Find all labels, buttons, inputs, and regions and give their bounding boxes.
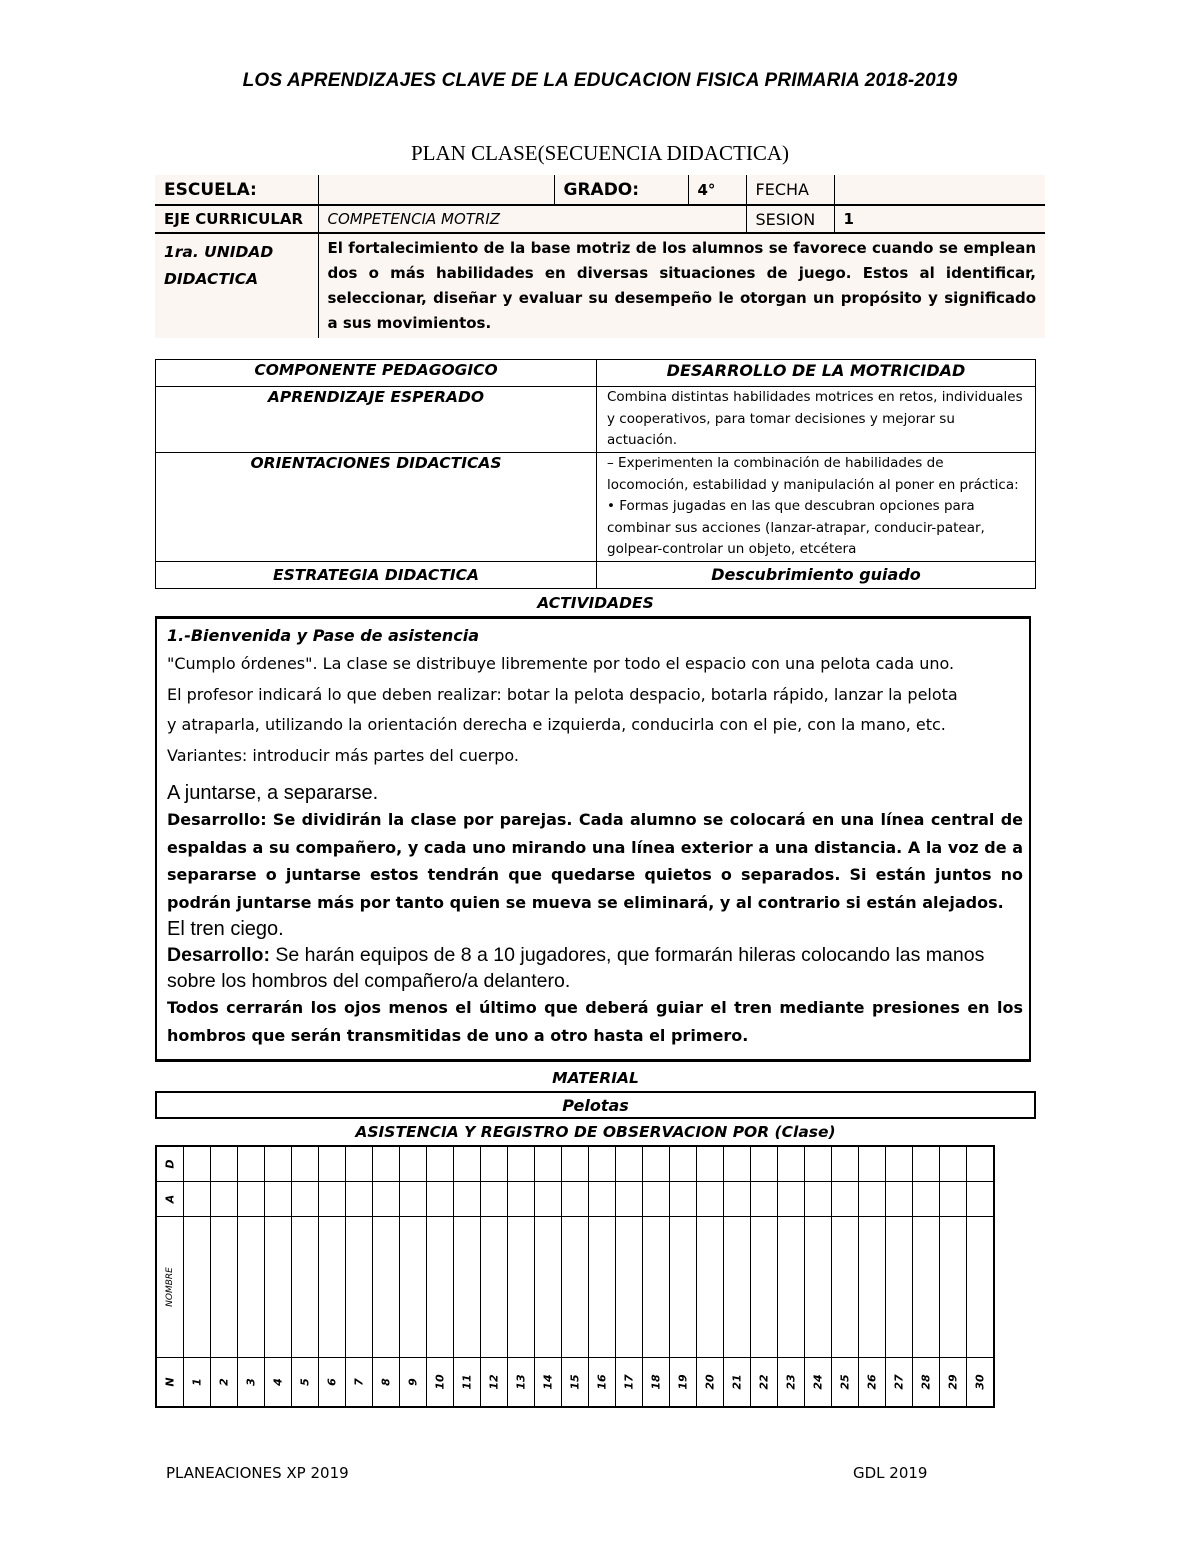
grid-number: 9 [406, 1378, 420, 1386]
grid-number: 17 [622, 1374, 636, 1390]
aprendizaje-value: Combina distintas habilidades motrices en retos, individuales y cooperativos, para tomar decisiones y mejorar su actuación. [597, 387, 1036, 453]
grid-number: 2 [217, 1378, 231, 1386]
grid-number: 28 [919, 1374, 933, 1390]
grid-row-label: NOMBRE [165, 1267, 175, 1307]
document-header: LOS APRENDIZAJES CLAVE DE LA EDUCACION FISICA PRIMARIA 2018-2019 [242, 70, 958, 91]
grid-cell [913, 1182, 940, 1217]
estrategia-value: Descubrimiento guiado [597, 561, 1036, 588]
grid-cell [427, 1146, 454, 1182]
grid-number: 18 [649, 1374, 663, 1390]
grid-cell [967, 1217, 995, 1358]
grid-cell [697, 1146, 724, 1182]
componente-label: COMPONENTE PEDAGOGICO [156, 360, 597, 387]
grid-cell [292, 1217, 319, 1358]
grid-cell [481, 1182, 508, 1217]
grid-cell [778, 1146, 805, 1182]
grid-cell [886, 1146, 913, 1182]
juntarse-title: A juntarse, a separarse. [167, 782, 379, 804]
grid-number-cell [697, 1358, 724, 1408]
activity-line: "Cumplo órdenes". La clase se distribuye libremente por todo el espacio con una pelota cada uno. [167, 654, 955, 673]
estrategia-label: ESTRATEGIA DIDACTICA [156, 561, 597, 588]
eje-value: COMPETENCIA MOTRIZ [318, 205, 746, 233]
activity-line: Variantes: introducir más partes del cuerpo. [167, 745, 520, 765]
grid-cell [805, 1182, 832, 1217]
grid-number: 3 [244, 1378, 258, 1386]
grid-row-label: A [163, 1194, 177, 1204]
grid-cell [616, 1146, 643, 1182]
grid-cell [400, 1146, 427, 1182]
sesion-label: SESION [746, 205, 834, 233]
grid-cell [778, 1182, 805, 1217]
grid-number: 30 [973, 1374, 987, 1390]
grid-number: 23 [784, 1374, 798, 1390]
grid-cell [400, 1217, 427, 1358]
grid-cell [238, 1182, 265, 1217]
grid-cell [724, 1146, 751, 1182]
footer-left: PLANEACIONES XP 2019 [166, 1464, 349, 1482]
grid-cell [184, 1146, 211, 1182]
grid-cell [481, 1146, 508, 1182]
grid-cell [508, 1217, 535, 1358]
grid-cell [319, 1146, 346, 1182]
grid-cell [751, 1217, 778, 1358]
grid-cell [562, 1217, 589, 1358]
grid-cell [832, 1217, 859, 1358]
unidad-label [155, 233, 318, 338]
grid-number: 21 [730, 1374, 744, 1390]
grid-cell [913, 1217, 940, 1358]
unidad-label-line-2: DIDACTICA [164, 270, 259, 288]
grid-number-cell [238, 1358, 265, 1408]
grid-cell [346, 1182, 373, 1217]
activity-line: El profesor indicará lo que deben realizar: botar la pelota despacio, botarla rápido, lanzar la pelota [167, 684, 958, 704]
grid-number: 12 [487, 1374, 501, 1390]
grid-cell [535, 1217, 562, 1358]
grid-cell [211, 1146, 238, 1182]
grid-number-cell [454, 1358, 481, 1408]
grid-cell [427, 1217, 454, 1358]
plan-title: PLAN CLASE(SECUENCIA DIDACTICA) [411, 141, 789, 165]
grid-cell [643, 1182, 670, 1217]
grid-cell [778, 1217, 805, 1358]
grid-number-cell [940, 1358, 967, 1408]
grid-number-cell [886, 1358, 913, 1408]
grid-cell [697, 1182, 724, 1217]
grid-number-cell [589, 1358, 616, 1408]
grid-number: 6 [325, 1378, 339, 1386]
juntarse-description [167, 806, 1023, 916]
grid-cell [886, 1182, 913, 1217]
tren-description [167, 942, 1023, 994]
grid-cell [481, 1217, 508, 1358]
grid-number: 29 [946, 1374, 960, 1390]
grid-row [156, 1358, 994, 1408]
grid-row-label-cell [156, 1146, 184, 1182]
grid-cell [724, 1182, 751, 1217]
activity-heading: 1.-Bienvenida y Pase de asistencia [167, 626, 480, 645]
unidad-label-line-1: 1ra. UNIDAD [164, 243, 274, 261]
grid-number-cell [751, 1358, 778, 1408]
grid-number-cell [778, 1358, 805, 1408]
grid-number-cell [265, 1358, 292, 1408]
grid-cell [616, 1217, 643, 1358]
grid-cell [589, 1146, 616, 1182]
grid-number-cell [535, 1358, 562, 1408]
grid-cell [940, 1146, 967, 1182]
grid-number: 5 [298, 1378, 312, 1386]
grid-number: 7 [352, 1378, 366, 1386]
grid-number-cell [967, 1358, 995, 1408]
grid-number-cell [832, 1358, 859, 1408]
grid-cell [940, 1217, 967, 1358]
grid-cell [670, 1146, 697, 1182]
grid-cell [616, 1182, 643, 1217]
grid-cell [211, 1182, 238, 1217]
grid-cell [238, 1217, 265, 1358]
grid-cell [670, 1217, 697, 1358]
grid-cell [184, 1182, 211, 1217]
grid-number: 20 [703, 1374, 717, 1390]
grid-cell [643, 1146, 670, 1182]
grid-cell [265, 1146, 292, 1182]
grid-number: 11 [460, 1374, 474, 1390]
grado-value: 4° [688, 175, 746, 205]
grid-cell [724, 1217, 751, 1358]
grid-cell [454, 1182, 481, 1217]
grid-number: 25 [838, 1374, 852, 1390]
desarrollo-label: Desarrollo: [167, 810, 267, 829]
grid-cell [508, 1146, 535, 1182]
grid-cell [346, 1146, 373, 1182]
material-value: Pelotas [155, 1091, 1036, 1119]
grid-cell [373, 1146, 400, 1182]
grid-cell [319, 1217, 346, 1358]
grid-number: 26 [865, 1374, 879, 1390]
material-label: MATERIAL [552, 1069, 639, 1087]
grid-cell [751, 1182, 778, 1217]
component-table [155, 359, 1036, 589]
grid-number-cell [913, 1358, 940, 1408]
info-table [155, 175, 1045, 338]
grid-number-cell [184, 1358, 211, 1408]
grid-cell [508, 1182, 535, 1217]
grid-number-cell [859, 1358, 886, 1408]
grid-cell [751, 1146, 778, 1182]
grid-row-label: D [163, 1159, 177, 1169]
grid-number: 10 [433, 1374, 447, 1390]
grid-cell [265, 1217, 292, 1358]
grid-cell [967, 1182, 995, 1217]
grid-cell [859, 1182, 886, 1217]
grid-cell [562, 1182, 589, 1217]
grid-cell [832, 1182, 859, 1217]
grid-cell [535, 1182, 562, 1217]
grid-cell [859, 1146, 886, 1182]
grid-number-cell [211, 1358, 238, 1408]
grado-label: GRADO: [554, 175, 688, 205]
activities-box [155, 616, 1031, 1062]
grid-number: 27 [892, 1374, 906, 1390]
grid-cell [589, 1217, 616, 1358]
grid-cell [373, 1217, 400, 1358]
footer-right: GDL 2019 [853, 1464, 928, 1482]
grid-number-cell [724, 1358, 751, 1408]
grid-number: 4 [271, 1378, 285, 1386]
orientaciones-value: – Experimenten la combinación de habilidades de locomoción, estabilidad y manipulación al poner en práctica: • Formas jugadas en las que descubran opciones para combinar sus acciones (lanzar-atrapar, conducir-patear, golpear-controlar un objeto, etcétera [597, 453, 1036, 562]
grid-cell [346, 1217, 373, 1358]
grid-number: 24 [811, 1374, 825, 1390]
grid-row-label: N [163, 1377, 177, 1387]
grid-cell [211, 1217, 238, 1358]
grid-cell [913, 1146, 940, 1182]
grid-number: 1 [190, 1378, 204, 1386]
grid-number-cell [508, 1358, 535, 1408]
grid-number-cell [427, 1358, 454, 1408]
grid-cell [589, 1182, 616, 1217]
grid-cell [373, 1182, 400, 1217]
grid-row [156, 1182, 994, 1217]
grid-number-cell [400, 1358, 427, 1408]
componente-value: DESARROLLO DE LA MOTRICIDAD [597, 360, 1036, 387]
grid-cell [643, 1217, 670, 1358]
grid-number: 15 [568, 1374, 582, 1390]
grid-number-cell [562, 1358, 589, 1408]
grid-cell [292, 1146, 319, 1182]
grid-row [156, 1217, 994, 1358]
attendance-title: ASISTENCIA Y REGISTRO DE OBSERVACION POR (Clase) [355, 1123, 836, 1141]
grid-row-label-cell [156, 1217, 184, 1358]
aprendizaje-label: APRENDIZAJE ESPERADO [156, 387, 597, 453]
grid-number: 22 [757, 1374, 771, 1390]
grid-number-cell [292, 1358, 319, 1408]
grid-cell [832, 1146, 859, 1182]
grid-number: 16 [595, 1374, 609, 1390]
grid-cell [319, 1182, 346, 1217]
grid-cell [697, 1217, 724, 1358]
grid-cell [562, 1146, 589, 1182]
fecha-value [834, 175, 1045, 205]
sesion-value: 1 [834, 205, 1045, 233]
tren-text: Se harán equipos de 8 a 10 jugadores, que formarán hileras colocando las manos sobre los hombros del compañero/a delantero. [167, 944, 985, 992]
escuela-value [318, 175, 554, 205]
grid-number-cell [805, 1358, 832, 1408]
grid-cell [535, 1146, 562, 1182]
grid-number-cell [373, 1358, 400, 1408]
grid-cell [292, 1182, 319, 1217]
attendance-grid [155, 1145, 995, 1408]
grid-cell [427, 1182, 454, 1217]
eje-label: EJE CURRICULAR [155, 205, 318, 233]
grid-row-label-cell [156, 1358, 184, 1408]
grid-cell [940, 1182, 967, 1217]
tren-desarrollo-label: Desarrollo: [167, 944, 270, 966]
juntarse-text: Se dividirán la clase por parejas. Cada alumno se colocará en una línea central de espaldas a su compañero, y cada uno mirando una línea exterior a una distancia. A la voz de a separarse o juntarse estos tendrán que quedarse quietos o separados. Si están juntos no podrán juntarse más por tanto quien se mueva se eliminará, y al contrario si están alejados. [167, 810, 1023, 912]
tren-title: El tren ciego. [167, 918, 284, 940]
grid-cell [805, 1146, 832, 1182]
grid-number-cell [670, 1358, 697, 1408]
grid-number-cell [643, 1358, 670, 1408]
grid-row-label-cell [156, 1182, 184, 1217]
tren-text-2: Todos cerrarán los ojos menos el último que deberá guiar el tren mediante presiones en los hombros que serán transmitidas de uno a otro hasta el primero. [167, 998, 1023, 1045]
grid-cell [886, 1217, 913, 1358]
grid-number-cell [319, 1358, 346, 1408]
grid-number-cell [616, 1358, 643, 1408]
grid-number: 19 [676, 1374, 690, 1390]
grid-cell [967, 1146, 995, 1182]
grid-cell [805, 1217, 832, 1358]
grid-cell [670, 1182, 697, 1217]
orientaciones-label: ORIENTACIONES DIDACTICAS [156, 453, 597, 562]
grid-cell [184, 1217, 211, 1358]
grid-row [156, 1146, 994, 1182]
escuela-label: ESCUELA: [155, 175, 318, 205]
unidad-text: El fortalecimiento de la base motriz de los alumnos se favorece cuando se emplean dos o más habilidades en diversas situaciones de juego. Estos al identificar, seleccionar, diseñar y evaluar su desempeño le otorgan un propósito y significado a sus movimientos. [318, 233, 1045, 338]
fecha-label: FECHA [746, 175, 834, 205]
actividades-label: ACTIVIDADES [537, 594, 654, 612]
grid-cell [454, 1217, 481, 1358]
grid-cell [265, 1182, 292, 1217]
grid-cell [400, 1182, 427, 1217]
grid-number: 8 [379, 1378, 393, 1386]
grid-number: 14 [541, 1374, 555, 1390]
grid-cell [454, 1146, 481, 1182]
grid-cell [238, 1146, 265, 1182]
grid-number-cell [346, 1358, 373, 1408]
grid-number-cell [481, 1358, 508, 1408]
grid-cell [859, 1217, 886, 1358]
activity-line: y atraparla, utilizando la orientación derecha e izquierda, conducirla con el pie, con la mano, etc. [167, 715, 946, 734]
grid-number: 13 [514, 1374, 528, 1390]
